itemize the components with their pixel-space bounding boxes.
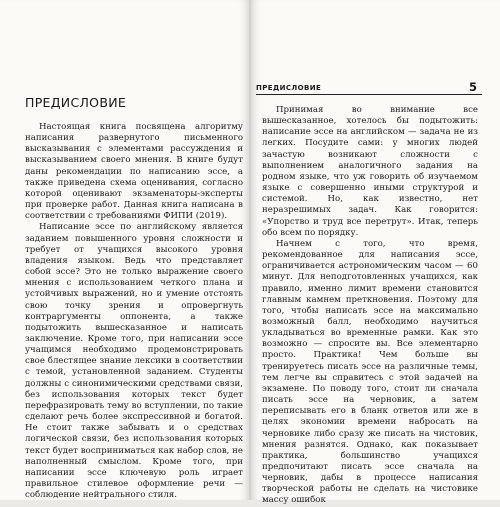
left-page bbox=[0, 0, 249, 500]
chapter-title: ПРЕДИСЛОВИЕ bbox=[25, 95, 127, 110]
left-page-body bbox=[25, 122, 243, 500]
paragraph: Настоящая книга посвящена алгоритму написания развернутого письменного высказывания с элементами рассуждения и высказыванием своего мнения. В книге будут даны рекомендации по написанию эссе, а также приведена схема оценивания, согласно которой оценивают экзаменаторы-эксперты при проверке работ. Данная книга написана в соответствии с требованиями ФИПИ (2019). bbox=[25, 122, 243, 222]
header-rule bbox=[256, 94, 482, 95]
paragraph: Написание эссе по английскому является заданием повышенного уровня сложности и требует от учащихся высокого уровня владения языком. Ведь что представляет собой эссе? Это не только выражение своего мнения с использованием четкого плана и устойчивых выражений, но и умение отстоять свою точку зрения и опровергнуть контраргументы оппонента, а также подытожить вышесказанное и написать заключение. Кроме того, при написании эссе учащимся необходимо продемонстрировать свое блестящее знание лексики в соответствии с темой, установленной заданием. Студенты должны с синонимическими средствами связи, без использования которых текст будет перефразировать тему во вступлении, по такие сделают речь более экспрессивной и богатой. Не стоит также забывать и о средствах логической связи, без использования которых текст будет восприниматься как набор слов, не наполненный смыслом. Кроме того, при написании эссе ключевую роль играет правильное стилевое оформление речи — соблюдение нейтрального стиля. bbox=[25, 222, 243, 500]
running-head: ПРЕДИСЛОВИЕ bbox=[256, 84, 322, 92]
paragraph: Принимая во внимание все вышесказанное, хотелось бы подытожить: написание эссе на английском — задача не из легких. Посудите сами: у многих людей зачастую возникают сложности с выполнением аналогичного задания на родном языке, что уж говорить об изучаемом языке с совершенно иными структурой и системой. Но, как известно, нет неразрешимых задач. Как говорится: «Упорство и труд все перетрут». Итак, теперь обо всем по порядку. bbox=[262, 105, 478, 238]
paragraph: Начнем с того, что время, рекомендованное для написания эссе, ограничивается астрономическим часом — 60 минут. Для неподготовленных учащихся, как правило, именно лимит времени становится главным камнем преткновения. Поэтому для того, чтобы написать эссе на максимально возможный балл, необходимо научиться укладываться во временные рамки. Как это возможно — спросите вы. Все элементарно просто. Практика! Чем больше вы тренируетесь писать эссе на различные темы, тем легче вы справитесь с этой задачей на экзамене. По поводу того, стоит ли сначала писать эссе на черновик, а затем переписывать его в бланк ответов или же в целях экономии времени набросать на черновике либо сразу же писать на чистовик, мнения разнятся. Однако, как показывает практика, большинство учащихся предпочитают писать эссе сначала на черновик, дабы в процессе написания творческой работы не сделать на чистовике массу ошибок bbox=[262, 238, 478, 506]
page-number: 5 bbox=[469, 80, 478, 94]
right-page-body bbox=[262, 105, 478, 507]
